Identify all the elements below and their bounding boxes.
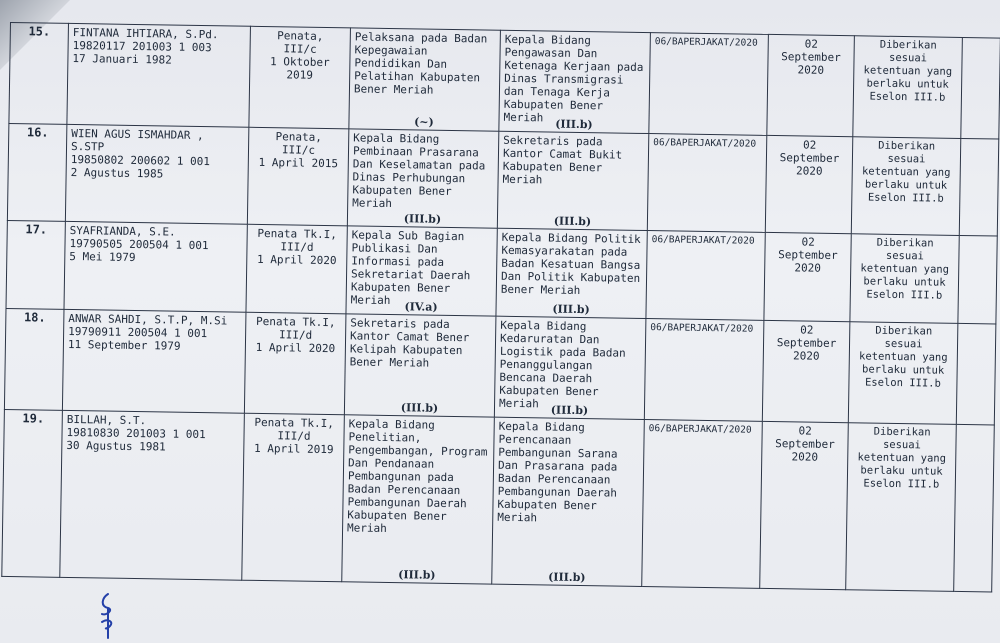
decree-date: 02 September 2020: [764, 233, 851, 321]
employee-name: FINTANA IHTIARA, S.Pd.: [72, 25, 219, 42]
table-row: [7, 124, 998, 237]
initial-signature: [96, 592, 120, 640]
officials-table: [1, 22, 1000, 592]
new-position: Sekretaris pada Kantor Camat Bukit Kabupaten Bener Meriah: [502, 134, 623, 187]
employee-cell: [65, 125, 249, 225]
employee-cell: [60, 410, 245, 580]
row-number: 18.: [4, 308, 64, 410]
new-eselon: (III.b): [550, 403, 589, 417]
rank-date: 1 April 2020: [256, 253, 337, 268]
table-row: [4, 308, 995, 425]
employee-nip: 19790911 200504 1 001: [68, 324, 208, 340]
rank-cell: [249, 26, 351, 129]
old-position: Kepala Bidang Pembinaan Prasarana Dan Keselamatan pada Dinas Perhubungan Kabupaten Bener Meriah: [352, 131, 486, 211]
old-eselon: (IV.a): [404, 299, 438, 314]
new-position-cell: [499, 30, 651, 134]
table-row: [2, 409, 995, 592]
employee-nip: 19790505 200504 1 001: [69, 237, 209, 253]
remark: Diberikan sesuai ketentuan yang berlaku untuk Eselon III.b: [851, 137, 961, 236]
rank-cell: [246, 225, 347, 314]
decree-number: 06/BAPERJAKAT/2020: [647, 134, 767, 233]
employee-name: SYAFRIANDA, S.E.: [69, 224, 176, 240]
row-number: 16.: [7, 124, 67, 222]
rank-title: Penata,: [275, 130, 322, 145]
employee-birth-date: 11 September 1979: [67, 337, 181, 353]
old-position-cell: [349, 28, 501, 132]
rank-title: Penata Tk.I,: [257, 227, 338, 242]
row-number: 17.: [6, 221, 65, 309]
employee-birth-date: 17 Januari 1982: [72, 51, 172, 67]
remark: Diberikan sesuai ketentuan yang berlaku untuk Eselon III.b: [846, 423, 957, 592]
empty-cell: [958, 236, 997, 324]
rank-title: Penata Tk.I,: [255, 314, 336, 329]
new-eselon: (III.b): [552, 302, 590, 316]
old-position-cell: [347, 129, 499, 229]
old-position: Pelaksana pada Badan Kepegawaian Pendidikan Dan Pelatihan Kabupaten Bener Meriah: [353, 30, 488, 97]
rank-grade: III/c: [281, 143, 316, 158]
old-eselon: (~): [414, 115, 434, 129]
remark: Diberikan sesuai ketentuan yang berlaku untuk Eselon III.b: [848, 321, 958, 424]
decree-number: 06/BAPERJAKAT/2020: [649, 33, 769, 136]
remark: Diberikan sesuai ketentuan yang berlaku untuk Eselon III.b: [853, 36, 963, 139]
new-position-cell: [497, 131, 649, 231]
old-position: Kepala Sub Bagian Publikasi Dan Informasi pada Sekretariat Daerah Kabupaten Bener Meriah: [350, 228, 471, 308]
employee-birth-date: 30 Agustus 1981: [66, 438, 166, 454]
rank-date: 1 Oktober: [269, 55, 330, 70]
empty-cell: [956, 323, 996, 425]
rank-grade: III/c: [283, 42, 317, 56]
old-eselon: (III.b): [403, 212, 442, 227]
old-position-cell: [344, 313, 496, 417]
decree-number: 06/BAPERJAKAT/2020: [644, 318, 764, 421]
empty-cell: [961, 37, 1000, 139]
new-position-cell: [496, 229, 647, 318]
rank-title: Penata,: [277, 29, 324, 43]
row-number: 19.: [2, 409, 63, 577]
old-position: Kepala Bidang Penelitian, Pengembangan, Program Dan Pendanaan Pembangunan pada Badan Perencanaan Pembangunan Daerah Kabupaten Bener Meriah: [346, 417, 488, 535]
old-position-cell: [346, 226, 497, 315]
new-position: Kepala Bidang Politik Kemasyarakatan pada Badan Kesatuan Bangsa Dan Politik Kabupaten Bener Meriah: [500, 231, 641, 298]
rank-grade: III/d: [277, 429, 311, 443]
table-row: [9, 23, 1000, 140]
rank-grade: III/d: [278, 327, 313, 342]
rank-title: Penata Tk.I,: [254, 415, 335, 430]
employee-cell: [64, 222, 247, 312]
decree-number: 06/BAPERJAKAT/2020: [642, 419, 763, 588]
new-position: Kepala Bidang Perencanaan Pembangunan Sarana Dan Prasarana pada Badan Perencanaan Pembangunan Daerah Kabupaten Bener Meriah: [497, 419, 618, 525]
employee-birth-date: 5 Mei 1979: [69, 250, 136, 265]
employee-nip: 19850802 200602 1 001: [70, 153, 211, 169]
empty-cell: [959, 139, 999, 237]
employee-nip: 19820117 201003 1 003: [72, 38, 212, 55]
rank-date: 1 April 2015: [258, 156, 339, 171]
employee-name: ANWAR SAHDI, S.T.P, M.Si: [68, 311, 228, 328]
decree-date: 02 September 2020: [762, 320, 850, 423]
decree-date: 02 September 2020: [765, 136, 853, 235]
empty-cell: [954, 424, 995, 592]
remark: Diberikan sesuai ketentuan yang berlaku untuk Eselon III.b: [850, 234, 959, 323]
rank-grade: III/d: [280, 240, 314, 255]
employee-cell: [62, 309, 246, 413]
decree-number: 06/BAPERJAKAT/2020: [646, 231, 765, 320]
employee-name-suffix: S.STP: [70, 140, 105, 154]
rank-date: 1 April 2019: [253, 441, 334, 456]
new-eselon: (III.b): [555, 117, 593, 132]
new-position: Kepala Bidang Kedaruratan Dan Logistik pada Badan Penanggulangan Bencana Daerah Kabupaten Bener Meriah: [498, 318, 626, 410]
old-position-cell: [342, 415, 495, 584]
old-eselon: (III.b): [398, 568, 436, 582]
employee-name: BILLAH, S.T.: [66, 412, 147, 428]
rank-cell: [247, 128, 349, 227]
rank-date: 1 April 2020: [255, 340, 336, 355]
new-position-cell: [494, 316, 646, 420]
new-eselon: (III.b): [553, 215, 592, 229]
new-position-cell: [492, 417, 645, 586]
employee-birth-date: 2 Agustus 1985: [70, 166, 164, 181]
employee-cell: [67, 23, 251, 127]
old-eselon: (III.b): [400, 401, 439, 415]
rank-date-year: 2019: [286, 68, 314, 82]
decree-date: 02 September 2020: [767, 34, 855, 137]
employee-nip: 19810830 201003 1 001: [66, 425, 206, 441]
old-position: Sekretaris pada Kantor Camat Bener Kelipah Kabupaten Bener Meriah: [349, 315, 470, 370]
decree-date: 02 September 2020: [760, 421, 849, 589]
row-number: 15.: [9, 23, 69, 125]
rank-cell: [242, 413, 345, 582]
new-eselon: (III.b): [548, 570, 586, 585]
new-position: Kepala Bidang Pengawasan Dan Ketenaga Kerjaan pada Dinas Transmigrasi dan Tenaga Kerja Kabupaten Bener Meriah: [503, 32, 644, 125]
table-row: [6, 221, 997, 324]
employee-name: WIEN AGUS ISMAHDAR ,: [71, 127, 204, 143]
rank-cell: [244, 312, 346, 415]
